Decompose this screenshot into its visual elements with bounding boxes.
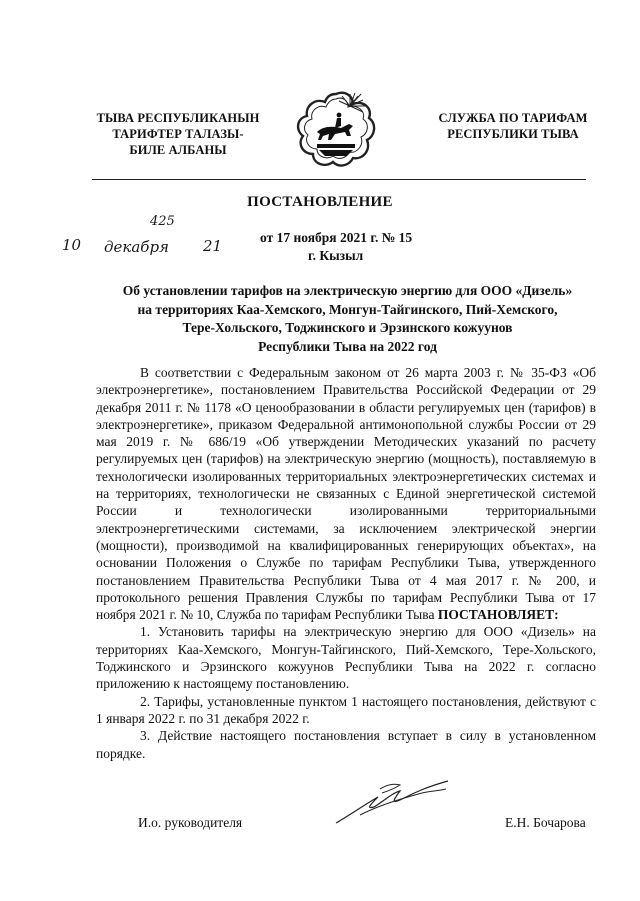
- tuva-emblem-icon: [295, 88, 377, 170]
- item-3-paragraph: 3. Действие настоящего постановления вступает в силу в установленном порядке.: [96, 728, 596, 761]
- signatory-title: И.о. руководителя: [138, 815, 243, 830]
- left-org-line: ТЫВА РЕСПУБЛИКАНЫН: [96, 111, 260, 125]
- document-date-number: от 17 ноября 2021 г. № 15: [260, 230, 413, 245]
- left-organization-name: [78, 110, 278, 158]
- preamble-text: В соответствии с Федеральным законом от 26 марта 2003 г. № 35-ФЗ «Об электроэнергетике», постановлением Правительства Российской Федерации от 29 декабря 2011 г. № 1178 «О ценообразовании в области регулируемых цен (тарифов) в электроэнергетике», приказом Федеральной антимонопольной службы России от 29 мая 2019 г. № 686/19 «Об утверждении Методических указаний по расчету регулируемых цен (тарифов) на электрическую энергию (мощность), поставляемую в технологически изолированных территориальных электроэнергетических системах и на территориях, технологически не связанных с Единой энергетической системой России и технологически изолированными территориальными электроэнергетическими системами, за исключением электрической энергии (мощности), производимой на квалифицированных генерирующих объектах», на основании Положения о Службе по тарифам Республики Тыва, утвержденного постановлением Правительства Республики Тыва от 4 мая 2017 г. № 200, и протокольного решения Правления Службы по тарифам Республики Тыва от 17 ноября 2021 г. № 10, Служба по тарифам Республики Тыва: [96, 365, 596, 623]
- handwritten-day: 10: [62, 236, 82, 254]
- heading-line: Тере-Хольского, Тоджинского и Эрзинского кожуунов: [182, 320, 513, 335]
- header-divider: [92, 179, 586, 180]
- heading-line: Об установлении тарифов на электрическую энергию для ООО «Дизель»: [122, 283, 573, 298]
- handwritten-registration-number: 425: [150, 214, 175, 229]
- right-org-line: СЛУЖБА ПО ТАРИФАМ: [438, 111, 588, 125]
- resolves-keyword: ПОСТАНОВЛЯЕТ:: [437, 607, 559, 623]
- right-organization-name: [418, 110, 608, 142]
- document-heading: [80, 282, 615, 356]
- document-city: г. Кызыл: [308, 248, 364, 263]
- heading-line: Республики Тыва на 2022 год: [258, 338, 437, 354]
- left-org-line: БИЛЕ АЛБАНЫ: [129, 143, 227, 157]
- document-body: [96, 364, 596, 762]
- item-2-paragraph: 2. Тарифы, установленные пунктом 1 настоящего постановления, действуют с 1 января 2022 г. по 31 декабря 2022 г.: [96, 693, 596, 726]
- left-org-line: ТАРИФТЕР ТАЛАЗЫ-: [112, 127, 244, 141]
- handwritten-year: 21: [203, 237, 223, 255]
- item-1-paragraph: 1. Установить тарифы на электрическую энергию для ООО «Дизель» на территориях Каа-Хемского, Монгун-Тайгинского, Пий-Хемского, Тере-Хольского, Тоджинского и Эрзинского кожуунов Республики Тыва на 2022 г. согласно приложению к настоящему постановлению.: [96, 624, 596, 692]
- handwritten-month: декабря: [104, 238, 169, 256]
- signatory-name: Е.Н. Бочарова: [505, 815, 586, 830]
- heading-line: на территориях Каа-Хемского, Монгун-Тайгинского, Пий-Хемского,: [137, 301, 558, 317]
- document-type-title: ПОСТАНОВЛЕНИЕ: [247, 194, 393, 210]
- right-org-line: РЕСПУБЛИКИ ТЫВА: [447, 127, 579, 141]
- handwritten-signature: [330, 775, 455, 830]
- preamble-paragraph: [96, 364, 596, 623]
